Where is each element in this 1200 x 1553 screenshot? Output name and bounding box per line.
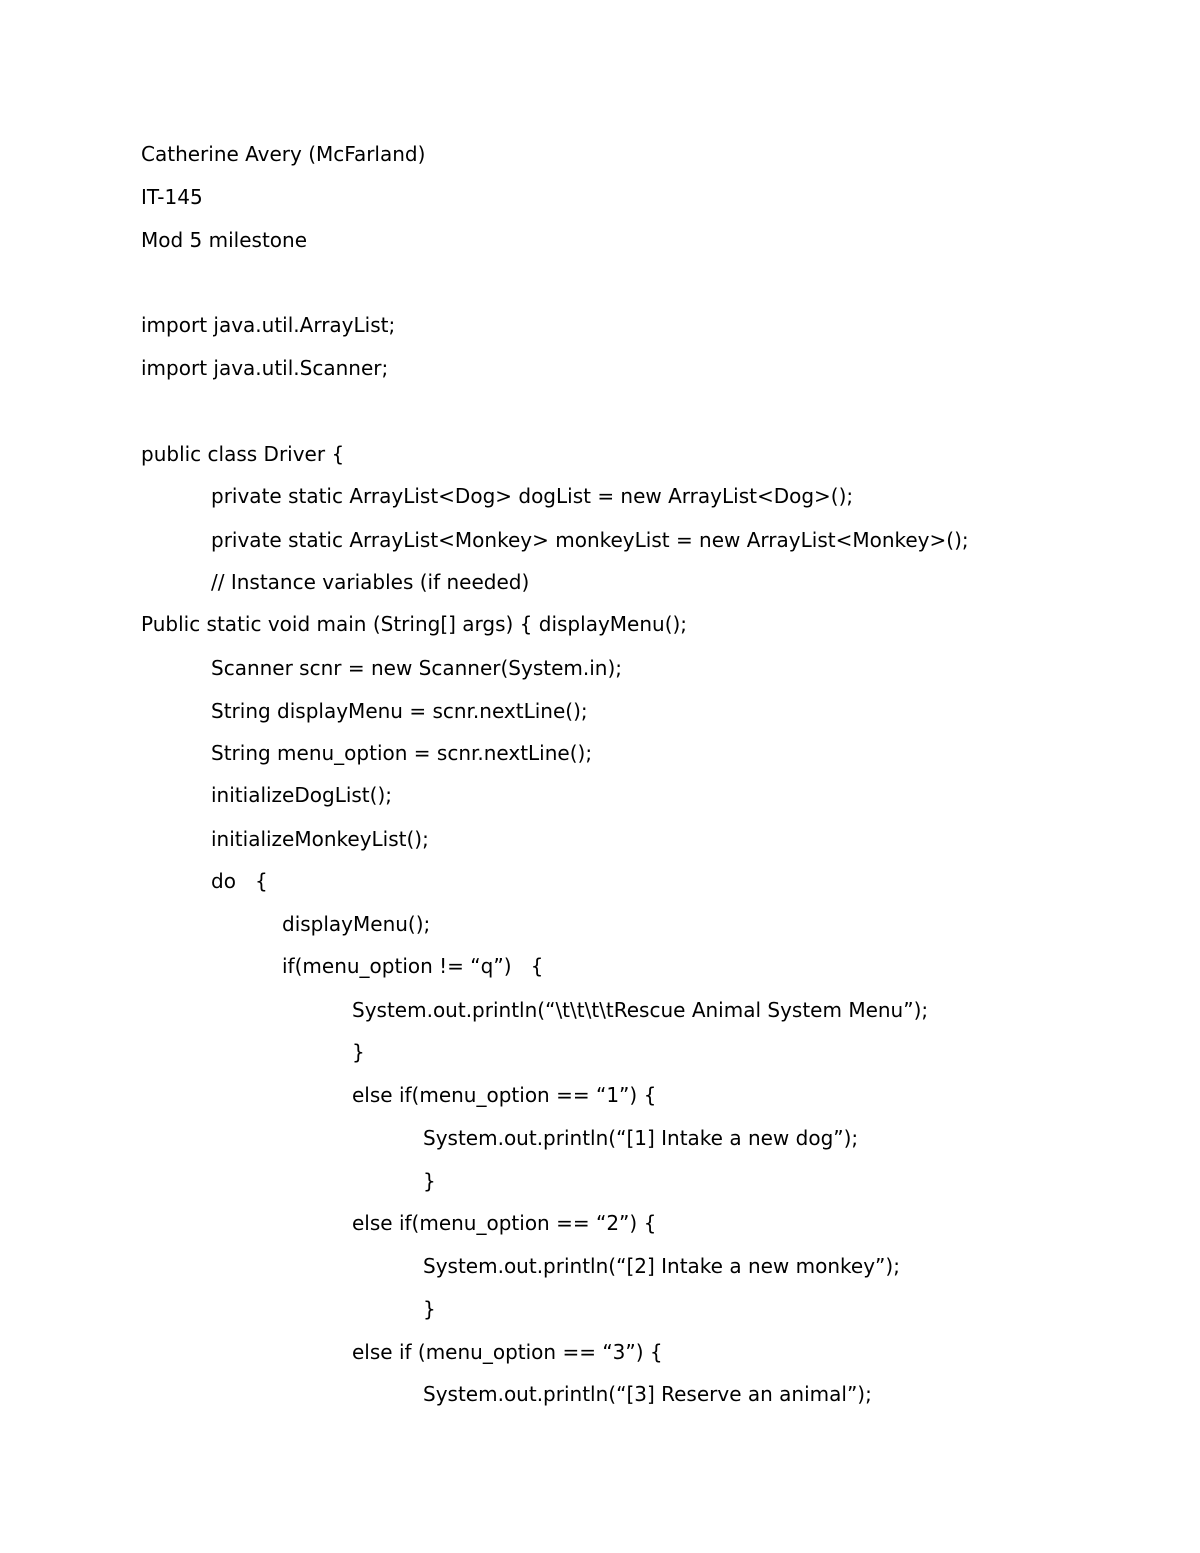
code-line: if(menu_option != “q”) {: [282, 954, 544, 978]
code-line: Scanner scnr = new Scanner(System.in);: [211, 656, 623, 680]
code-line: System.out.println(“[2] Intake a new monkey”);: [423, 1254, 900, 1278]
code-line: }: [423, 1169, 436, 1193]
code-line: displayMenu();: [282, 912, 431, 936]
code-line: private static ArrayList<Monkey> monkeyList = new ArrayList<Monkey>();: [211, 528, 969, 552]
code-line: String menu_option = scnr.nextLine();: [211, 741, 593, 765]
code-line: public class Driver {: [141, 442, 345, 466]
code-line: initializeMonkeyList();: [211, 827, 429, 851]
code-line: String displayMenu = scnr.nextLine();: [211, 699, 588, 723]
code-line: import java.util.ArrayList;: [141, 313, 396, 337]
code-line: do {: [211, 869, 268, 893]
assignment-title: Mod 5 milestone: [141, 228, 308, 252]
code-line: else if (menu_option == “3”) {: [352, 1340, 663, 1364]
code-line: System.out.println(“[1] Intake a new dog”);: [423, 1126, 859, 1150]
code-line: initializeDogList();: [211, 783, 392, 807]
code-line: }: [423, 1297, 436, 1321]
code-line: import java.util.Scanner;: [141, 356, 389, 380]
author-name: Catherine Avery (McFarland): [141, 142, 426, 166]
code-line: System.out.println(“\t\t\t\tRescue Animal System Menu”);: [352, 998, 929, 1022]
code-comment: // Instance variables (if needed): [211, 570, 530, 594]
code-line: }: [352, 1040, 365, 1064]
code-line: else if(menu_option == “1”) {: [352, 1083, 657, 1107]
code-line: else if(menu_option == “2”) {: [352, 1211, 657, 1235]
code-line: private static ArrayList<Dog> dogList = new ArrayList<Dog>();: [211, 484, 854, 508]
code-line: System.out.println(“[3] Reserve an animal”);: [423, 1382, 872, 1406]
code-line: Public static void main (String[] args) { displayMenu();: [141, 612, 688, 636]
course-code: IT-145: [141, 185, 203, 209]
